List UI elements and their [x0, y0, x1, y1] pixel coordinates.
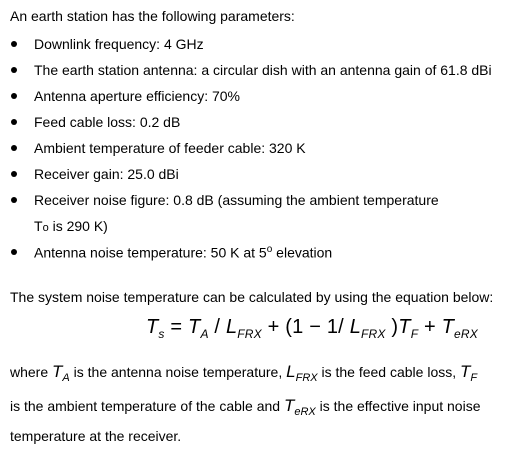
bullet-icon [11, 67, 17, 73]
list-item [0, 114, 521, 134]
explanation-line-2: is the ambient temperature of the cable and $T_{eRX}$ is the effective input noise [10, 396, 481, 418]
list-item [0, 244, 521, 264]
list-item [0, 140, 521, 160]
list-item-text: Ambient temperature of feeder cable: 320 K [34, 140, 306, 156]
bullet-icon [11, 93, 17, 99]
list-item [0, 166, 521, 186]
degree-symbol: o [266, 244, 273, 255]
list-item [0, 36, 521, 56]
noise-temperature-equation: $T_s = T_A / L_{FRX} + (1 - 1/$ $L_{FRX}$ )$T_F + T_{eRX}$ [146, 316, 478, 341]
list-item-text: Antenna aperture efficiency: 70% [34, 88, 240, 104]
intro-text: An earth station has the following parameters: [10, 8, 295, 24]
list-item-text: Antenna noise temperature: 50 K at 5$^o$ elevation [34, 244, 333, 261]
list-item-text: Receiver noise figure: 0.8 dB (assuming the ambient temperature [34, 192, 439, 208]
bullet-icon [11, 171, 17, 177]
bullet-icon [11, 197, 17, 203]
explanation-line-3: temperature at the receiver. [10, 428, 182, 444]
list-item-text: Downlink frequency: 4 GHz [34, 36, 204, 52]
list-item [0, 62, 521, 82]
bullet-icon [11, 249, 17, 255]
bullet-icon [11, 145, 17, 151]
explanation-line-1: where $T_A$ is the antenna noise temperature, $L_{FRX}$ is the feed cable loss, $T_F$ [10, 362, 478, 384]
list-item-text: Feed cable loss: 0.2 dB [34, 114, 181, 130]
bullet-icon [11, 119, 17, 125]
list-item-continuation: To is 290 K) [34, 218, 108, 234]
list-item [0, 192, 521, 234]
bullet-icon [11, 41, 17, 47]
calc-sentence: The system noise temperature can be calculated by using the equation below: [10, 289, 494, 305]
list-item [0, 88, 521, 108]
list-item-text: Receiver gain: 25.0 dBi [34, 166, 179, 182]
list-item-text: The earth station antenna: a circular dish with an antenna gain of 61.8 dBi [34, 62, 492, 78]
